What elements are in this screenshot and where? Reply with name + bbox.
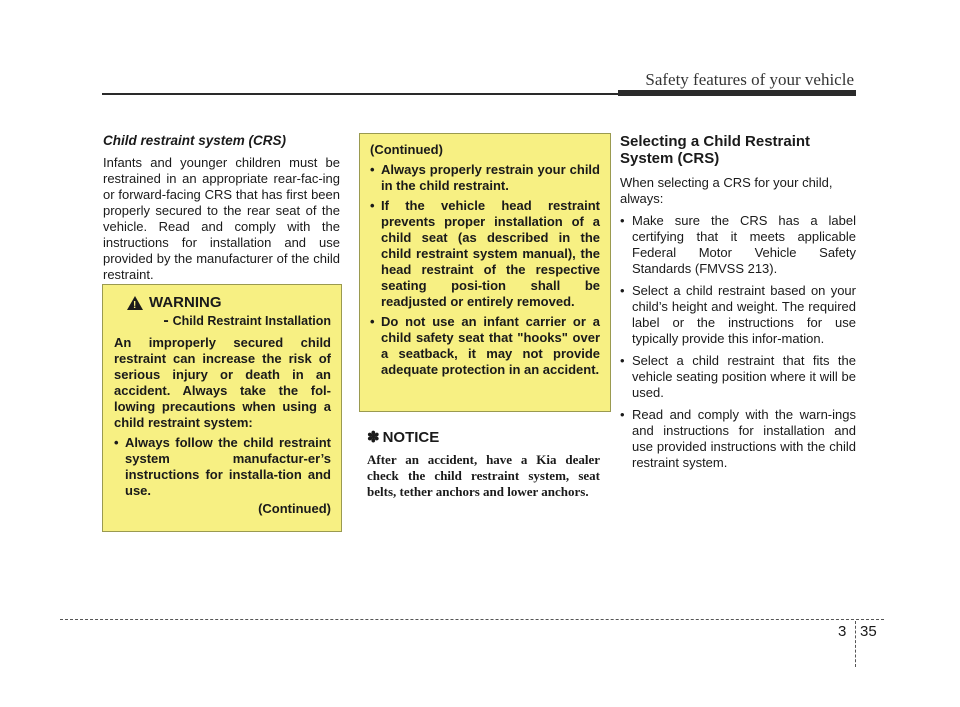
column-right [620, 133, 856, 471]
header-rule [102, 93, 856, 95]
notice-title [367, 428, 600, 446]
continued-bullet-text: Always properly restrain your child in the child restraint. [381, 162, 600, 193]
continued-label: (Continued) [370, 142, 443, 157]
notice-title-text: NOTICE [382, 429, 440, 446]
notice-body: After an accident, have a Kia dealer check the child restraint system, seat belts, tether anchors and lower anchors. [367, 452, 600, 499]
page-number-separator [855, 621, 856, 667]
warning-subtitle [114, 313, 331, 329]
footer-rule [60, 619, 884, 620]
crs-bullet-3 [620, 353, 856, 401]
section-heading: Child restraint system (CRS) [103, 133, 287, 148]
crs-bullet-text: Select a child restraint that fits the vehicle seating position where it will be used. [632, 353, 856, 400]
warning-header [127, 295, 331, 311]
warning-box [102, 284, 342, 532]
warning-body: An improperly secured child restraint can increase the risk of serious injury or death in an accident. Always take the fol-lowing precautions when using a child restraint system: [114, 335, 331, 430]
bullet-dot: • [620, 283, 625, 298]
column-left [103, 133, 340, 283]
bullet-dot: • [114, 435, 119, 450]
bullet-dot: • [370, 198, 375, 213]
bullet-dot: • [620, 407, 625, 422]
chapter-number: 3 [838, 623, 847, 640]
bullet-dot: • [370, 314, 375, 329]
continued-bullet-1 [370, 162, 600, 194]
bullet-dot: • [370, 162, 375, 177]
crs-bullet-4 [620, 407, 856, 471]
warning-subtitle-text: Child Restraint Installation [172, 314, 331, 328]
section-heading-crs: Selecting a Child Restraint System (CRS) [620, 133, 811, 167]
warning-bullet-text: Always follow the child restraint system manufactur-er’s instructions for installa-tion and use. [125, 435, 331, 498]
continued-box [359, 133, 611, 412]
warning-triangle-icon [127, 296, 143, 310]
section-paragraph: Infants and younger children must be restrained in an appropriate rear-fac-ing or forward-facing CRS that has first been properly secured to the rear seat of the vehicle. Read and comply with the instructions for installation and use provided by the manufacturer of the child restraint. [103, 155, 340, 282]
warning-continued: (Continued) [258, 501, 331, 516]
crs-bullet-text: Make sure the CRS has a label certifying that it meets applicable Federal Motor Vehicle Safety Standards (FMVSS 213). [632, 213, 856, 276]
continued-bullet-text: If the vehicle head restraint prevents proper installation of a child seat (as described in the child restraint system manual), the head restraint of the respective seating posi-tion shall be readjusted or entirely removed. [381, 198, 600, 309]
notice-star-icon: ✽ [367, 429, 380, 446]
bullet-dot: • [620, 213, 625, 228]
section-intro: When selecting a CRS for your child, always: [620, 175, 833, 206]
page-number: 35 [860, 623, 877, 640]
crs-bullet-text: Select a child restraint based on your child’s height and weight. The required label or the instructions for use typically provide this infor-mation. [632, 283, 856, 346]
continued-bullet-2 [370, 198, 600, 310]
warning-title: WARNING [149, 294, 222, 311]
header-title: Safety features of your vehicle [645, 70, 854, 89]
warning-dash: - [163, 312, 169, 329]
crs-bullet-2 [620, 283, 856, 347]
crs-bullet-1 [620, 213, 856, 277]
crs-bullet-text: Read and comply with the warn-ings and instructions for installation and use provided instructions with the child restraint system. [632, 407, 856, 470]
continued-bullet-text: Do not use an infant carrier or a child safety seat that "hooks" over a seatback, it may not provide adequate protection in an accident. [381, 314, 600, 377]
bullet-dot: • [620, 353, 625, 368]
continued-bullet-3 [370, 314, 600, 378]
notice-section [367, 428, 600, 500]
warning-bullet [114, 435, 331, 499]
